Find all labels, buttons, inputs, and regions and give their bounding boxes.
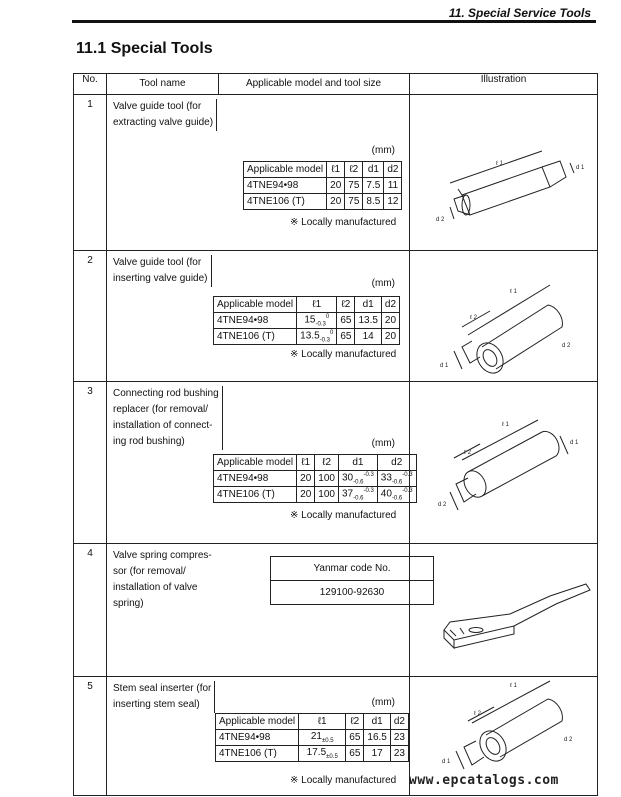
unit-label: (mm) — [371, 697, 395, 708]
col-tool-model — [107, 74, 410, 95]
illustration-cell — [410, 544, 598, 677]
row-number: 4 — [74, 544, 107, 677]
valve-guide-extractor-drawing — [410, 95, 596, 249]
row-number: 1 — [74, 95, 107, 251]
svg-text:ℓ 1: ℓ 1 — [496, 161, 503, 167]
watermark-url: www.epcatalogs.com — [409, 773, 559, 788]
tool-name: Valve guide tool (for inserting valve guide) — [113, 255, 212, 287]
bushing-replacer-drawing — [410, 382, 596, 542]
svg-text:ℓ 1: ℓ 1 — [510, 683, 517, 689]
code-value: 129100-92630 — [271, 581, 434, 605]
col-illustration: Illustration — [410, 74, 598, 95]
tool-name: Connecting rod bushing replacer (for removal/ installation of connect- ing rod bushing) — [113, 386, 223, 450]
tool-cell — [107, 544, 410, 677]
locally-manufactured-note: ※ Locally manufactured — [290, 510, 397, 521]
locally-manufactured-note: ※ Locally manufactured — [290, 775, 397, 786]
unit-label: (mm) — [371, 145, 395, 156]
row-number: 5 — [74, 677, 107, 796]
illustration-cell — [410, 95, 598, 251]
svg-text:d 1: d 1 — [576, 165, 585, 171]
special-tools-table — [73, 73, 598, 796]
svg-text:d 1: d 1 — [440, 363, 449, 369]
unit-label: (mm) — [371, 278, 395, 289]
locally-manufactured-note: ※ Locally manufactured — [290, 217, 397, 228]
svg-text:d 2: d 2 — [562, 343, 571, 349]
illustration-cell — [410, 382, 598, 544]
col-tool-name: Tool name — [108, 74, 219, 94]
tool-cell — [107, 382, 413, 544]
svg-text:ℓ 2: ℓ 2 — [470, 315, 477, 321]
locally-manufactured-note: ※ Locally manufactured — [290, 349, 397, 360]
col-model: Applicable model and tool size — [245, 78, 382, 89]
tool-name: Valve guide tool (for extracting valve guide) — [113, 99, 217, 131]
svg-text:ℓ 2: ℓ 2 — [464, 450, 471, 456]
tool-cell — [107, 677, 410, 796]
svg-text:ℓ 1: ℓ 1 — [502, 422, 509, 428]
row-number: 3 — [74, 382, 107, 544]
valve-spring-compressor-drawing — [410, 544, 596, 676]
size-table: Applicable model ℓ1 ℓ2 d1 d2 4TNE94•98 $15_{-0.3}^0$ 65 13.5 20 4TNE106 (T) $13.5_{-0.3}^0$ 65 14 20 — [213, 296, 400, 345]
table-row — [74, 251, 598, 382]
size-table: Applicable model ℓ1 ℓ2 d1 d2 4TNE94•98 $21_{\pm 0.5}$ 65 16.5 23 4TNE106 (T) $17.5_{\pm 0.5}$ 65 17 23 — [215, 713, 409, 762]
valve-guide-inserter-drawing — [410, 251, 596, 381]
tool-name: Stem seal inserter (for inserting stem seal) — [113, 681, 215, 713]
table-row — [74, 382, 598, 544]
illustration-cell — [410, 251, 598, 382]
col-no: No. — [74, 74, 107, 95]
chapter-header: 11. Special Service Tools — [448, 6, 591, 20]
tool-name: Valve spring compres- sor (for removal/ installation of valve spring) — [113, 548, 215, 612]
tool-cell — [107, 95, 410, 251]
svg-text:ℓ 2: ℓ 2 — [474, 711, 481, 717]
unit-label: (mm) — [371, 438, 395, 449]
header-rule — [72, 20, 596, 23]
table-header-row — [74, 74, 598, 95]
size-table: Applicable model ℓ1 ℓ2 d1 d2 4TNE94•98 20 75 7.5 11 4TNE106 (T) 20 75 8.5 12 — [243, 161, 402, 210]
code-label: Yanmar code No. — [271, 557, 434, 581]
size-table: Applicable model ℓ1 ℓ2 d1 d2 4TNE94•98 20 100 $30_{-0.6}^{-0.3}$ $33_{-0.6}^{-0.3}$ 4TNE106 (T) 20 100 $37_{-0.6}^{-0.3}$ $40_{-0.6}^{-0.3}$ — [213, 454, 417, 503]
svg-text:ℓ 1: ℓ 1 — [510, 289, 517, 295]
svg-text:d 2: d 2 — [438, 502, 447, 508]
svg-text:d 2: d 2 — [564, 737, 573, 743]
svg-text:d 1: d 1 — [442, 759, 451, 765]
table-row — [74, 95, 598, 251]
section-title: 11.1 Special Tools — [76, 40, 213, 57]
svg-text:d 2: d 2 — [436, 217, 445, 223]
tool-cell — [107, 251, 410, 382]
row-number: 2 — [74, 251, 107, 382]
svg-text:d 1: d 1 — [570, 440, 579, 446]
table-row — [74, 544, 598, 677]
